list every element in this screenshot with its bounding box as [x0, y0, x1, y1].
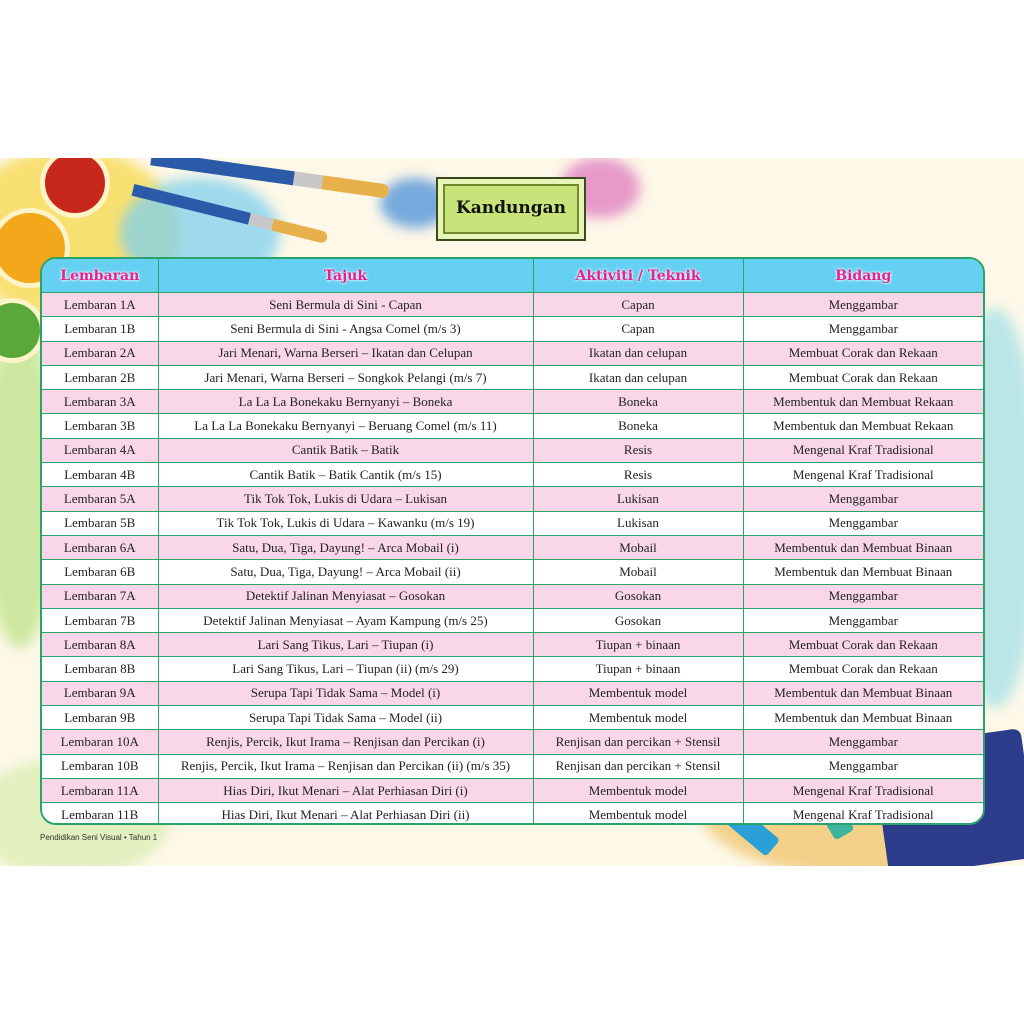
cell-tajuk: Lari Sang Tikus, Lari – Tiupan (ii) (m/s 29)	[158, 657, 533, 681]
cell-aktiviti: Capan	[533, 317, 743, 341]
header-bidang: Bidang	[743, 259, 983, 293]
cell-aktiviti: Ikatan dan celupan	[533, 365, 743, 389]
cell-lembaran: Lembaran 6A	[42, 535, 158, 559]
cell-bidang: Mengenal Kraf Tradisional	[743, 803, 983, 825]
table-row	[42, 730, 983, 754]
cell-tajuk: Seni Bermula di Sini - Angsa Comel (m/s 3)	[158, 317, 533, 341]
cell-lembaran: Lembaran 4B	[42, 463, 158, 487]
cell-lembaran: Lembaran 2B	[42, 365, 158, 389]
cell-tajuk: Detektif Jalinan Menyiasat – Ayam Kampung (m/s 25)	[158, 608, 533, 632]
cell-lembaran: Lembaran 3A	[42, 390, 158, 414]
table-row	[42, 560, 983, 584]
cell-tajuk: Detektif Jalinan Menyiasat – Gosokan	[158, 584, 533, 608]
cell-aktiviti: Renjisan dan percikan + Stensil	[533, 754, 743, 778]
cell-aktiviti: Boneka	[533, 414, 743, 438]
table-row	[42, 438, 983, 462]
cell-bidang: Membentuk dan Membuat Rekaan	[743, 414, 983, 438]
cell-tajuk: La La La Bonekaku Bernyanyi – Beruang Comel (m/s 11)	[158, 414, 533, 438]
cell-lembaran: Lembaran 7A	[42, 584, 158, 608]
cell-lembaran: Lembaran 6B	[42, 560, 158, 584]
title-frame	[436, 177, 586, 241]
cell-tajuk: Seni Bermula di Sini - Capan	[158, 293, 533, 317]
table-row	[42, 293, 983, 317]
table-row	[42, 584, 983, 608]
cell-bidang: Menggambar	[743, 317, 983, 341]
cell-tajuk: Hias Diri, Ikut Menari – Alat Perhiasan Diri (i)	[158, 778, 533, 802]
cell-aktiviti: Gosokan	[533, 584, 743, 608]
cell-aktiviti: Mobail	[533, 560, 743, 584]
cell-tajuk: Jari Menari, Warna Berseri – Ikatan dan Celupan	[158, 341, 533, 365]
cell-lembaran: Lembaran 3B	[42, 414, 158, 438]
cell-bidang: Menggambar	[743, 293, 983, 317]
table-row	[42, 414, 983, 438]
cell-bidang: Mengenal Kraf Tradisional	[743, 463, 983, 487]
cell-lembaran: Lembaran 11A	[42, 778, 158, 802]
cell-tajuk: Tik Tok Tok, Lukis di Udara – Lukisan	[158, 487, 533, 511]
header-aktiviti: Aktiviti / Teknik	[533, 259, 743, 293]
cell-lembaran: Lembaran 1A	[42, 293, 158, 317]
header-tajuk: Tajuk	[158, 259, 533, 293]
cell-bidang: Mengenal Kraf Tradisional	[743, 438, 983, 462]
cell-tajuk: La La La Bonekaku Bernyanyi – Boneka	[158, 390, 533, 414]
cell-bidang: Mengenal Kraf Tradisional	[743, 778, 983, 802]
footer-text: Pendidikan Seni Visual • Tahun 1	[40, 833, 158, 842]
cell-lembaran: Lembaran 11B	[42, 803, 158, 825]
cell-aktiviti: Lukisan	[533, 511, 743, 535]
cell-tajuk: Hias Diri, Ikut Menari – Alat Perhiasan Diri (ii)	[158, 803, 533, 825]
cell-tajuk: Lari Sang Tikus, Lari – Tiupan (i)	[158, 633, 533, 657]
cell-bidang: Menggambar	[743, 511, 983, 535]
cell-bidang: Membentuk dan Membuat Binaan	[743, 535, 983, 559]
table-row	[42, 535, 983, 559]
cell-lembaran: Lembaran 4A	[42, 438, 158, 462]
cell-bidang: Membuat Corak dan Rekaan	[743, 365, 983, 389]
cell-bidang: Membentuk dan Membuat Binaan	[743, 706, 983, 730]
cell-bidang: Membuat Corak dan Rekaan	[743, 341, 983, 365]
cell-aktiviti: Membentuk model	[533, 803, 743, 825]
cell-aktiviti: Tiupan + binaan	[533, 633, 743, 657]
cell-lembaran: Lembaran 7B	[42, 608, 158, 632]
cell-aktiviti: Renjisan dan percikan + Stensil	[533, 730, 743, 754]
table-header-row	[42, 259, 983, 293]
table-row	[42, 487, 983, 511]
cell-aktiviti: Gosokan	[533, 608, 743, 632]
cell-aktiviti: Tiupan + binaan	[533, 657, 743, 681]
cell-bidang: Menggambar	[743, 730, 983, 754]
cell-bidang: Menggambar	[743, 608, 983, 632]
cell-bidang: Menggambar	[743, 487, 983, 511]
cell-aktiviti: Lukisan	[533, 487, 743, 511]
table-row	[42, 608, 983, 632]
cell-bidang: Membentuk dan Membuat Binaan	[743, 681, 983, 705]
cell-bidang: Menggambar	[743, 584, 983, 608]
table-row	[42, 463, 983, 487]
table-row	[42, 681, 983, 705]
cell-bidang: Menggambar	[743, 754, 983, 778]
cell-tajuk: Serupa Tapi Tidak Sama – Model (ii)	[158, 706, 533, 730]
table-row	[42, 633, 983, 657]
table-row	[42, 778, 983, 802]
table-row	[42, 803, 983, 825]
cell-aktiviti: Resis	[533, 438, 743, 462]
cell-aktiviti: Membentuk model	[533, 778, 743, 802]
cell-lembaran: Lembaran 10B	[42, 754, 158, 778]
cell-lembaran: Lembaran 5A	[42, 487, 158, 511]
cell-aktiviti: Membentuk model	[533, 681, 743, 705]
cell-aktiviti: Capan	[533, 293, 743, 317]
cell-lembaran: Lembaran 2A	[42, 341, 158, 365]
cell-tajuk: Cantik Batik – Batik	[158, 438, 533, 462]
table-row	[42, 754, 983, 778]
cell-aktiviti: Membentuk model	[533, 706, 743, 730]
cell-lembaran: Lembaran 8B	[42, 657, 158, 681]
cell-tajuk: Serupa Tapi Tidak Sama – Model (i)	[158, 681, 533, 705]
cell-tajuk: Satu, Dua, Tiga, Dayung! – Arca Mobail (i)	[158, 535, 533, 559]
table-row	[42, 511, 983, 535]
cell-bidang: Membuat Corak dan Rekaan	[743, 633, 983, 657]
cell-lembaran: Lembaran 10A	[42, 730, 158, 754]
table-body	[42, 293, 983, 826]
cell-lembaran: Lembaran 9A	[42, 681, 158, 705]
table-row	[42, 390, 983, 414]
cell-bidang: Membentuk dan Membuat Binaan	[743, 560, 983, 584]
cell-tajuk: Renjis, Percik, Ikut Irama – Renjisan dan Percikan (ii) (m/s 35)	[158, 754, 533, 778]
table-row	[42, 365, 983, 389]
cell-lembaran: Lembaran 5B	[42, 511, 158, 535]
cell-tajuk: Satu, Dua, Tiga, Dayung! – Arca Mobail (ii)	[158, 560, 533, 584]
table-row	[42, 341, 983, 365]
cell-aktiviti: Mobail	[533, 535, 743, 559]
contents-table-grid	[42, 259, 983, 825]
table-row	[42, 657, 983, 681]
cell-aktiviti: Resis	[533, 463, 743, 487]
cell-tajuk: Cantik Batik – Batik Cantik (m/s 15)	[158, 463, 533, 487]
cell-tajuk: Renjis, Percik, Ikut Irama – Renjisan dan Percikan (i)	[158, 730, 533, 754]
cell-aktiviti: Boneka	[533, 390, 743, 414]
contents-table	[40, 257, 985, 825]
cell-lembaran: Lembaran 8A	[42, 633, 158, 657]
cell-aktiviti: Ikatan dan celupan	[533, 341, 743, 365]
cell-lembaran: Lembaran 9B	[42, 706, 158, 730]
cell-tajuk: Tik Tok Tok, Lukis di Udara – Kawanku (m/s 19)	[158, 511, 533, 535]
header-lembaran: Lembaran	[42, 259, 158, 293]
cell-bidang: Membentuk dan Membuat Rekaan	[743, 390, 983, 414]
table-row	[42, 317, 983, 341]
page-title: Kandungan	[455, 198, 567, 218]
cell-bidang: Membuat Corak dan Rekaan	[743, 657, 983, 681]
table-row	[42, 706, 983, 730]
cell-tajuk: Jari Menari, Warna Berseri – Songkok Pelangi (m/s 7)	[158, 365, 533, 389]
cell-lembaran: Lembaran 1B	[42, 317, 158, 341]
